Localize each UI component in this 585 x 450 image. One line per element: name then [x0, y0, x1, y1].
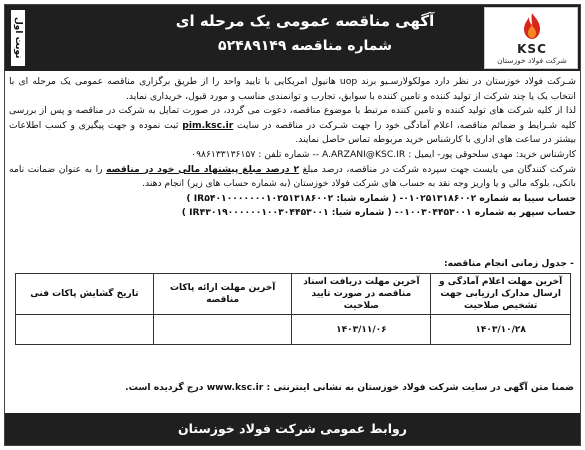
schedule-table: [15, 273, 571, 345]
cell-documents-date: ۱۴۰۳/۱۱/۰۶: [292, 315, 431, 345]
col-header-submission: آخرین مهلت ارائه پاکات مناقصه: [153, 274, 292, 315]
tender-number: شماره مناقصه ۵۲۴۸۹۱۴۹: [218, 38, 392, 54]
company-logo: [484, 7, 578, 69]
deposit-paragraph: [9, 163, 576, 192]
account-sepehr: حساب سپهر به شماره ۰۱۰۰۳۰۴۴۵۳۰۰۱- ( شماره شبا: IR۴۳۰۱۹۰۰۰۰۰۰۱۰۰۳۰۴۴۵۳۰۰۱ ): [181, 207, 576, 219]
cell-submission-date: [153, 315, 292, 345]
invitation-text-b: ثبت نموده و جهت پیگیری و کسب اطلاعات بیشتر در ساعت های اداری با کارشناس خرید مربوطه تماس حاصل نمایند.: [9, 119, 576, 146]
tender-notice: [4, 4, 581, 446]
deposit-amount: ۲ درصد مبلغ پیشنهاد مالی خود در مناقصه: [106, 163, 300, 175]
header-band: [5, 5, 580, 71]
table-header-row: [16, 274, 571, 315]
deposit-text-b: را به عنوان ضمانت نامه بانکی، بلوکه مالی و یا واریز وجه نقد به حساب های شرکت فولاد خوزستان (به شماره حساب های زیر) انجام دهند.: [9, 163, 576, 190]
logo-caption: شرکت فولاد خوزستان: [497, 56, 567, 65]
flame-logo-icon: [518, 12, 546, 40]
schedule-label: - جدول زمانی انجام مناقصه:: [444, 258, 574, 269]
contact-line: کارشناس خرید: مهدی سلحوقی پور- ایمیل : A.ARZANI@KSC.IR -- شماره تلفن : ۰۹۸۶۱۳۳۱۳۶۱۵۷: [191, 148, 576, 160]
invitation-text-a: لذا از کلیه شرکت های تولید کننده و تامین کننده مرتبط با موضوع مناقصه، دعوت می گردد، در صورت تمایل به شرکت در مناقصه و پس از بررسی کلیه شـرایط و ضمائم مناقصه، اعلام آمادگی خود را جهت شـرکت در مناقصه در سایت: [9, 105, 576, 131]
website-note: ضمنا متن آگهی در سایت شرکت فولاد خوزستان به نشانی اینترنتی : www.ksc.ir درج گردیده است.: [125, 382, 574, 393]
cell-readiness-date: ۱۴۰۳/۱۰/۲۸: [431, 315, 571, 345]
col-header-documents: آخرین مهلت دریافت اسناد مناقصه در صورت تایید صلاحیت: [292, 274, 431, 315]
notice-body: [9, 75, 576, 221]
account-sina: حساب سیبا به شماره ۰۱۰۲۵۱۳۱۸۶۰۰۲- ( شماره شبا: IR۵۴۰۱۰۰۰۰۰۰۰۱۰۲۵۱۳۱۸۶۰۰۲ ): [186, 192, 576, 204]
page-title: آگهی مناقصه عمومی یک مرحله ای: [175, 12, 435, 30]
deposit-text-a: شرکت کنندگان می بایست جهت سپرده شرکت در مناقصه، درصد مبلغ: [299, 163, 576, 175]
footer-band: روابط عمومی شرکت فولاد خوزستان: [5, 413, 580, 445]
invitation-paragraph: [9, 104, 576, 148]
col-header-opening: تاریخ گشایش پاکات فنی: [16, 274, 154, 315]
col-header-readiness: آخرین مهلت اعلام آمادگی و ارسال مدارک ارزیابی جهت تشخیص صلاحیت: [431, 274, 571, 315]
intro-paragraph: شـرکت فولاد خوزستان در نظر دارد مولکولارسـیو برند uop هانیول امریکایی با تایید واحد را از طریق برگزاری مناقصه عمومی یک مرحله ای با انتخاب یک یا چند شرکت از تولید کننده و تامین کننده با سوابق، تجارب و توانمندی مناسب و مورد قبول، خریداری نماید.: [9, 76, 576, 102]
logo-letters: KSC: [517, 42, 547, 56]
cell-opening-date: [16, 315, 154, 345]
turn-badge: نوبت اول: [11, 10, 25, 66]
registration-site-link[interactable]: pim.ksc.ir: [182, 119, 234, 131]
table-row: [16, 315, 571, 345]
